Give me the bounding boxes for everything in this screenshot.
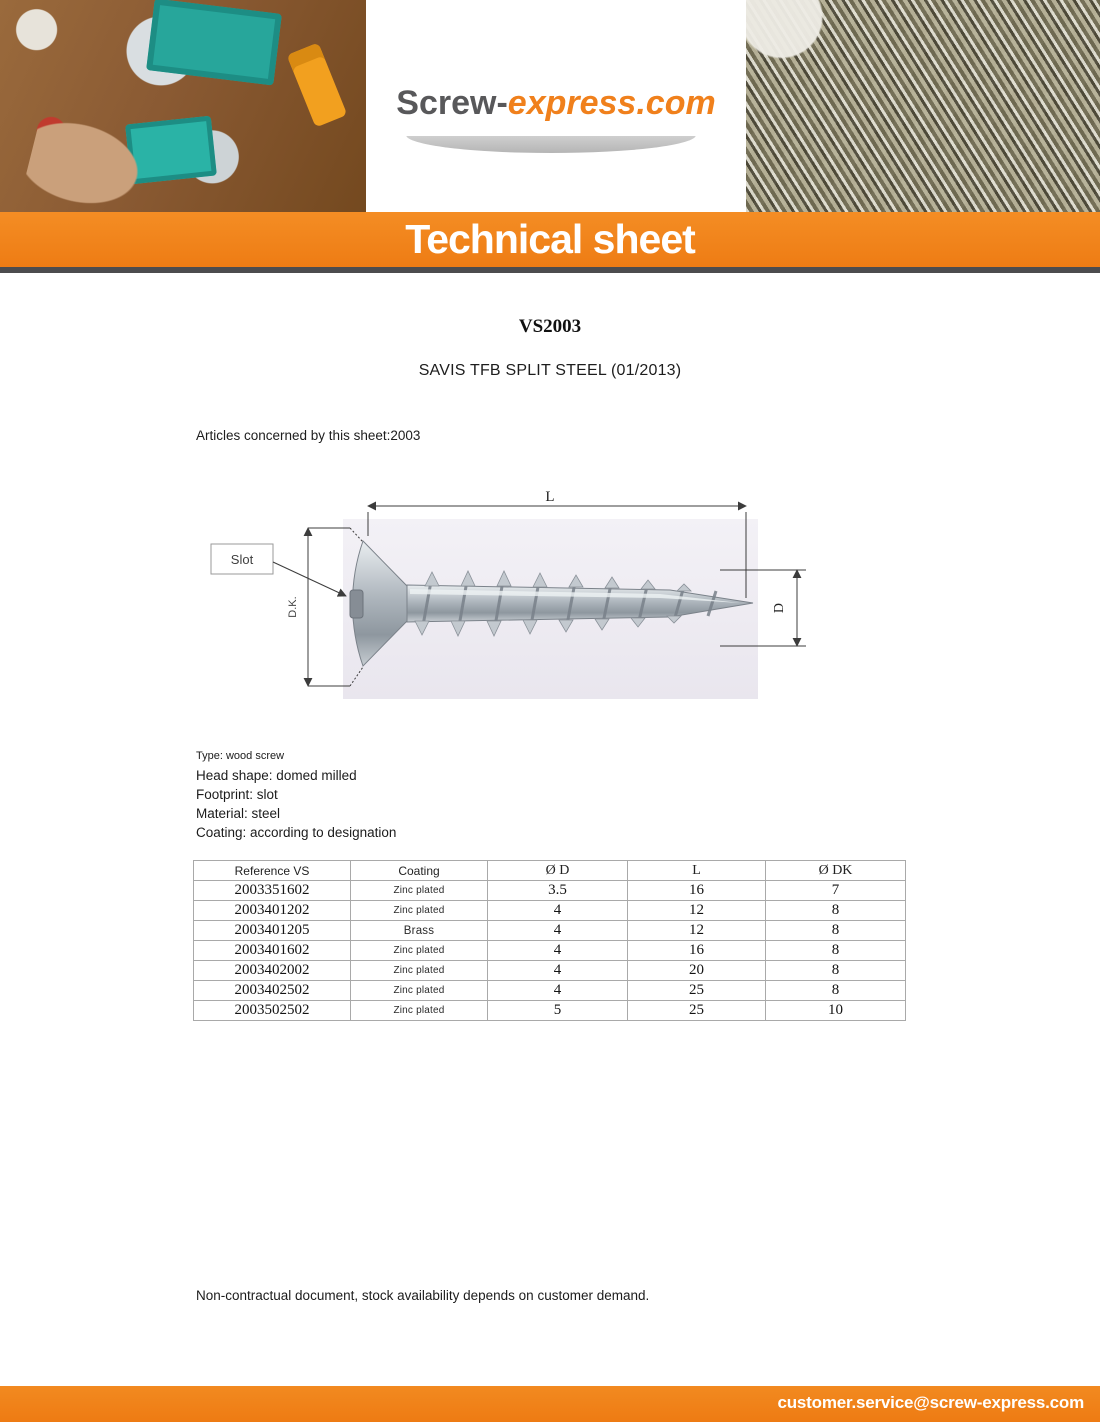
dimension-head-diameter-label: D.K.: [287, 596, 299, 618]
cell-l: 16: [628, 941, 766, 961]
cell-reference: 2003401205: [194, 921, 351, 941]
col-header-l: L: [628, 861, 766, 881]
cell-dk: 7: [766, 881, 906, 901]
workbench-photo: [0, 0, 366, 212]
spec-list: [196, 747, 396, 842]
col-header-d: Ø D: [488, 861, 628, 881]
slot-callout-label: Slot: [230, 552, 254, 567]
brand-logo-part2: express.com: [507, 84, 716, 122]
cell-dk: 8: [766, 901, 906, 921]
banner-divider: [0, 267, 1100, 273]
cell-l: 25: [628, 981, 766, 1001]
reference-table: [193, 860, 906, 1021]
cell-reference: 2003401602: [194, 941, 351, 961]
logo-swoosh: [406, 136, 696, 153]
col-header-dk: Ø DK: [766, 861, 906, 881]
cell-coating: Zinc plated: [351, 901, 488, 921]
cell-l: 16: [628, 881, 766, 901]
cell-dk: 8: [766, 981, 906, 1001]
table-row: [194, 961, 906, 981]
spec-footprint: Footprint: slot: [196, 787, 278, 802]
cell-coating: Zinc plated: [351, 881, 488, 901]
cell-d: 4: [488, 921, 628, 941]
spec-coating: Coating: according to designation: [196, 825, 397, 840]
table-row: [194, 901, 906, 921]
page-subtitle: SAVIS TFB SPLIT STEEL (01/2013): [418, 362, 682, 379]
spec-material: Material: steel: [196, 806, 281, 821]
cell-reference: 2003402002: [194, 961, 351, 981]
table-row: [194, 921, 906, 941]
slot-callout-arrow: [273, 562, 346, 596]
contact-bar: [0, 1386, 1100, 1422]
screws-pile-photo: [746, 0, 1100, 212]
table-row: [194, 981, 906, 1001]
table-row: [194, 881, 906, 901]
cell-l: 20: [628, 961, 766, 981]
articles-concerned-line: Articles concerned by this sheet:2003: [196, 428, 421, 443]
spec-type: Type: wood screw: [196, 750, 285, 762]
cell-coating: Brass: [351, 921, 488, 941]
cell-coating: Zinc plated: [351, 981, 488, 1001]
logo-area: [366, 0, 746, 212]
cell-d: 4: [488, 981, 628, 1001]
table-row: [194, 1001, 906, 1021]
photo-tray-decoration: [146, 0, 282, 86]
cell-coating: Zinc plated: [351, 1001, 488, 1021]
cell-reference: 2003502502: [194, 1001, 351, 1021]
cell-reference: 2003351602: [194, 881, 351, 901]
screw-technical-diagram: [200, 486, 830, 716]
banner-title: Technical sheet: [405, 216, 695, 262]
cell-dk: 8: [766, 921, 906, 941]
cell-l: 25: [628, 1001, 766, 1021]
cell-dk: 8: [766, 961, 906, 981]
table-row: [194, 941, 906, 961]
cell-coating: Zinc plated: [351, 961, 488, 981]
cell-l: 12: [628, 901, 766, 921]
page-title: VS2003: [518, 316, 582, 337]
cell-d: 4: [488, 901, 628, 921]
cell-reference: 2003401202: [194, 901, 351, 921]
technical-sheet-banner: [0, 212, 1100, 267]
screw-diagram-svg: [200, 486, 830, 716]
dimension-diameter-label: D: [772, 602, 787, 614]
dimension-length-label: L: [545, 489, 555, 505]
cell-dk: 8: [766, 941, 906, 961]
cell-d: 4: [488, 961, 628, 981]
screw-slot: [350, 590, 363, 618]
brand-logo: [366, 84, 746, 123]
col-header-reference: Reference VS: [194, 861, 351, 881]
photo-tool-decoration: [287, 42, 348, 127]
contact-email: customer.service@screw-express.com: [777, 1393, 1084, 1412]
non-contractual-note: Non-contractual document, stock availability depends on customer demand.: [196, 1288, 650, 1303]
table-header-row: [194, 861, 906, 881]
cell-coating: Zinc plated: [351, 941, 488, 961]
spec-head-shape: Head shape: domed milled: [196, 768, 357, 783]
cell-d: 3.5: [488, 881, 628, 901]
cell-d: 4: [488, 941, 628, 961]
cell-dk: 10: [766, 1001, 906, 1021]
brand-logo-part1: Screw-: [396, 84, 508, 122]
cell-reference: 2003402502: [194, 981, 351, 1001]
cell-l: 12: [628, 921, 766, 941]
cell-d: 5: [488, 1001, 628, 1021]
col-header-coating: Coating: [351, 861, 488, 881]
